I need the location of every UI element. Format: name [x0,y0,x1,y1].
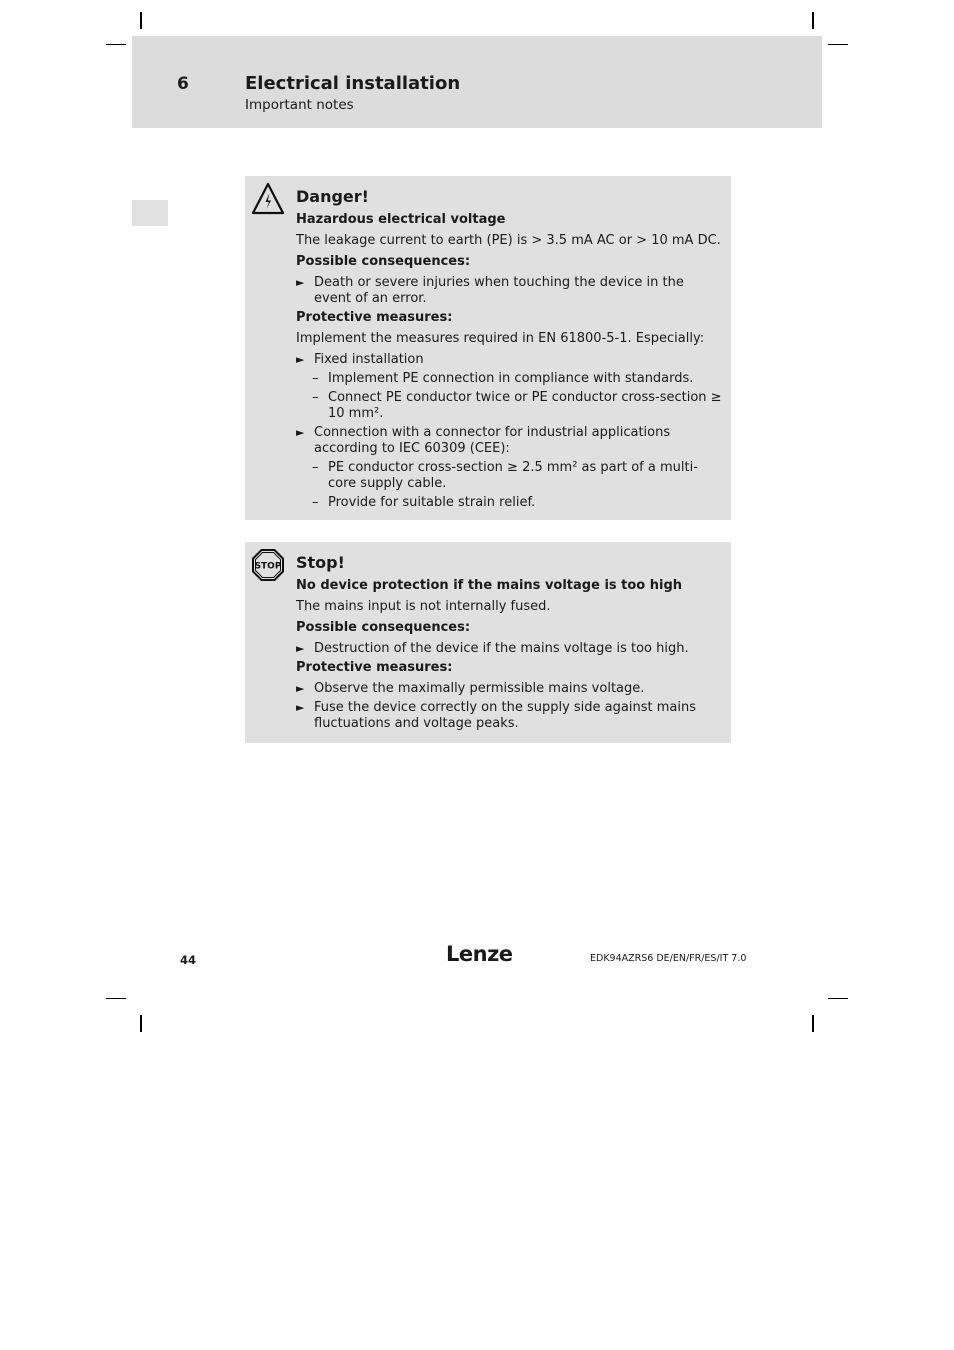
crop-mark [828,44,848,45]
stop-sign-icon [251,548,285,582]
stop-heading: Stop! [296,553,345,572]
chapter-header-band [132,36,822,128]
chapter-subtitle: Important notes [245,97,354,113]
page-number: 44 [180,953,197,967]
stop-description: The mains input is not internally fused. [296,599,551,614]
lenze-logo: Lenze [446,942,513,966]
bullet-arrow-icon: ► [296,276,305,289]
bullet-arrow-icon: ► [296,642,305,655]
crop-mark [828,998,848,999]
list-item: ► Death or severe injuries when touching the device in the event of an error. [296,275,684,306]
sub-list-item: – PE conductor cross-section ≥ 2.5 mm² as part of a multi-core supply cable. [312,460,698,491]
danger-heading: Danger! [296,187,369,206]
stop-measures-label: Protective measures: [296,660,453,675]
sub-list-item: – Connect PE conductor twice or PE conductor cross-section ≥ 10 mm². [312,390,722,421]
list-item: ► Destruction of the device if the mains voltage is too high. [296,641,689,656]
stop-consequences-label: Possible consequences: [296,620,471,635]
danger-notice [245,176,731,520]
sub-list-item: – Provide for suitable strain relief. [312,495,536,510]
crop-mark [106,998,126,999]
stop-subheading: No device protection if the mains voltage is too high [296,578,683,593]
list-item: ► Connection with a connector for industrial applications according to IEC 60309 (CEE): [296,425,671,456]
stop-notice [245,542,731,743]
crop-mark [140,12,142,29]
dash-marker: – [312,390,319,405]
bullet-arrow-icon: ► [296,426,305,439]
dash-marker: – [312,371,319,386]
danger-measures-intro: Implement the measures required in EN 61800-5-1. Especially: [296,331,705,346]
crop-mark [812,12,814,29]
bullet-arrow-icon: ► [296,353,305,366]
dash-marker: – [312,495,319,510]
crop-mark [140,1015,142,1032]
electric-hazard-icon [251,182,285,216]
danger-description: The leakage current to earth (PE) is > 3.5 mA AC or > 10 mA DC. [296,233,721,248]
chapter-number: 6 [177,74,189,94]
svg-text:STOP: STOP [254,561,282,572]
danger-consequences-label: Possible consequences: [296,254,471,269]
crop-mark [106,44,126,45]
bullet-arrow-icon: ► [296,701,305,714]
chapter-title: Electrical installation [245,73,461,94]
list-item: ► Fixed installation [296,352,424,367]
crop-mark [812,1015,814,1032]
list-item: ► Observe the maximally permissible mains voltage. [296,681,645,696]
danger-measures-label: Protective measures: [296,310,453,325]
document-reference: EDK94AZRS6 DE/EN/FR/ES/IT 7.0 [590,953,747,964]
danger-subheading: Hazardous electrical voltage [296,212,506,227]
dash-marker: – [312,460,319,475]
side-tab-marker [132,200,168,226]
sub-list-item: – Implement PE connection in compliance with standards. [312,371,694,386]
list-item: ► Fuse the device correctly on the supply side against mains fluctuations and voltage peaks. [296,700,696,731]
bullet-arrow-icon: ► [296,682,305,695]
